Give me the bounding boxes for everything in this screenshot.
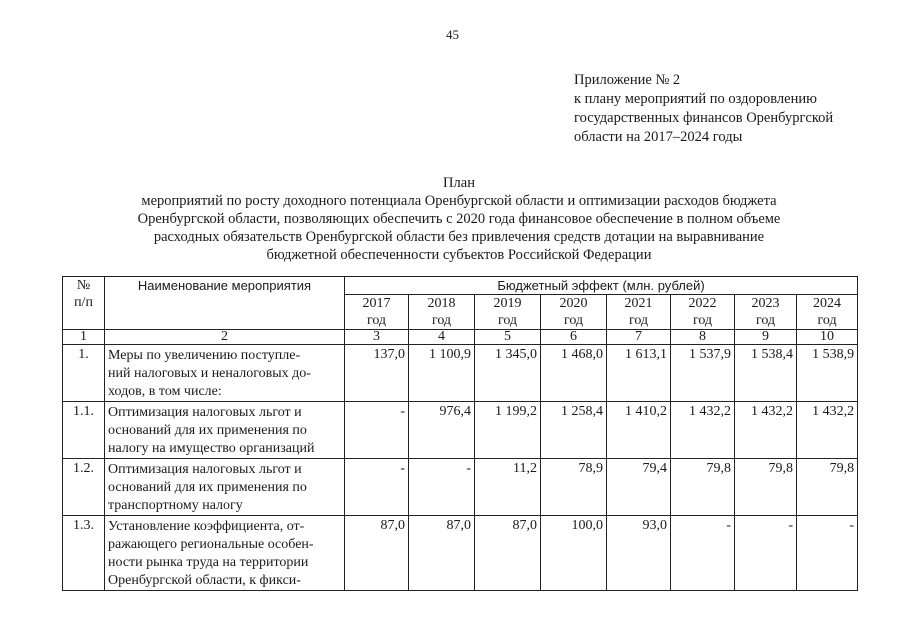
row-budget-value: -: [797, 516, 858, 591]
column-header-year: 2022 год: [671, 295, 735, 330]
column-number: 9: [735, 330, 797, 345]
row-budget-value: 1 258,4: [541, 402, 607, 459]
row-measure-name: Оптимизация налоговых льгот и оснований для их применения по налогу на имущество организаций: [105, 402, 345, 459]
row-budget-value: 1 432,2: [797, 402, 858, 459]
column-number: 1: [63, 330, 105, 345]
row-budget-value: 1 199,2: [475, 402, 541, 459]
plan-subtitle-line: мероприятий по росту доходного потенциала Оренбургской области и оптимизации расходов бюджета: [141, 193, 777, 209]
row-budget-value: 79,8: [671, 459, 735, 516]
row-number: 1.3.: [63, 516, 105, 591]
column-number: 3: [345, 330, 409, 345]
appendix-line: области на 2017–2024 годы: [574, 129, 743, 145]
column-number: 2: [105, 330, 345, 345]
column-header-year: 2023 год: [735, 295, 797, 330]
table-row: [63, 516, 858, 591]
appendix-block: [574, 71, 833, 147]
row-measure-name: Оптимизация налоговых льгот и оснований для их применения по транспортному налогу: [105, 459, 345, 516]
plan-subtitle-line: расходных обязательств Оренбургской области без привлечения средств дотации на выравнивание: [153, 229, 765, 245]
table-row: [63, 402, 858, 459]
row-budget-value: 1 410,2: [607, 402, 671, 459]
row-budget-value: 1 538,9: [797, 345, 858, 402]
row-budget-value: 87,0: [345, 516, 409, 591]
row-budget-value: 78,9: [541, 459, 607, 516]
column-number: 7: [607, 330, 671, 345]
row-budget-value: 93,0: [607, 516, 671, 591]
column-number: 4: [409, 330, 475, 345]
column-header-year: 2024 год: [797, 295, 858, 330]
column-header-year: 2020 год: [541, 295, 607, 330]
row-budget-value: 11,2: [475, 459, 541, 516]
column-header-number: № п/п: [63, 277, 105, 330]
column-header-year: 2018 год: [409, 295, 475, 330]
row-budget-value: 79,4: [607, 459, 671, 516]
plan-title-block: [60, 174, 858, 264]
column-header-budget-effect: Бюджетный эффект (млн. рублей): [345, 277, 858, 295]
row-budget-value: 1 432,2: [671, 402, 735, 459]
plan-subtitle-line: Оренбургской области, позволяющих обеспечить с 2020 года финансовое обеспечение в полном объеме: [137, 211, 781, 227]
row-number: 1.2.: [63, 459, 105, 516]
row-budget-value: -: [671, 516, 735, 591]
column-number: 8: [671, 330, 735, 345]
appendix-line: государственных финансов Оренбургской: [574, 110, 834, 126]
table-row: [63, 459, 858, 516]
table-row: [63, 345, 858, 402]
row-budget-value: -: [735, 516, 797, 591]
appendix-line: к плану мероприятий по оздоровлению: [574, 91, 817, 107]
row-budget-value: 1 613,1: [607, 345, 671, 402]
row-measure-name: Установление коэффициента, от- ражающего региональные особен- ности рынка труда на территории Оренбургской области, к фикси-: [105, 516, 345, 591]
column-number: 6: [541, 330, 607, 345]
plan-subtitle-line: бюджетной обеспеченности субъектов Российской Федерации: [266, 247, 652, 263]
row-budget-value: 100,0: [541, 516, 607, 591]
column-header-name: Наименование мероприятия: [105, 277, 345, 330]
column-header-year: 2019 год: [475, 295, 541, 330]
row-budget-value: 1 468,0: [541, 345, 607, 402]
row-budget-value: -: [409, 459, 475, 516]
row-number: 1.: [63, 345, 105, 402]
row-budget-value: 79,8: [735, 459, 797, 516]
row-budget-value: 87,0: [475, 516, 541, 591]
row-budget-value: 1 100,9: [409, 345, 475, 402]
budget-effect-table: [62, 276, 858, 591]
row-budget-value: -: [345, 459, 409, 516]
row-budget-value: 87,0: [409, 516, 475, 591]
row-number: 1.1.: [63, 402, 105, 459]
column-header-year: 2017 год: [345, 295, 409, 330]
row-measure-name: Меры по увеличению поступле- ний налоговых и неналоговых до- ходов, в том числе:: [105, 345, 345, 402]
row-budget-value: 1 538,4: [735, 345, 797, 402]
row-budget-value: 79,8: [797, 459, 858, 516]
row-budget-value: 1 345,0: [475, 345, 541, 402]
row-budget-value: 137,0: [345, 345, 409, 402]
row-budget-value: 1 432,2: [735, 402, 797, 459]
column-header-year: 2021 год: [607, 295, 671, 330]
plan-heading: План: [443, 175, 475, 191]
row-budget-value: 1 537,9: [671, 345, 735, 402]
row-budget-value: -: [345, 402, 409, 459]
row-budget-value: 976,4: [409, 402, 475, 459]
column-number: 5: [475, 330, 541, 345]
page-number: 45: [446, 27, 459, 42]
appendix-line: Приложение № 2: [574, 72, 681, 88]
column-number: 10: [797, 330, 858, 345]
